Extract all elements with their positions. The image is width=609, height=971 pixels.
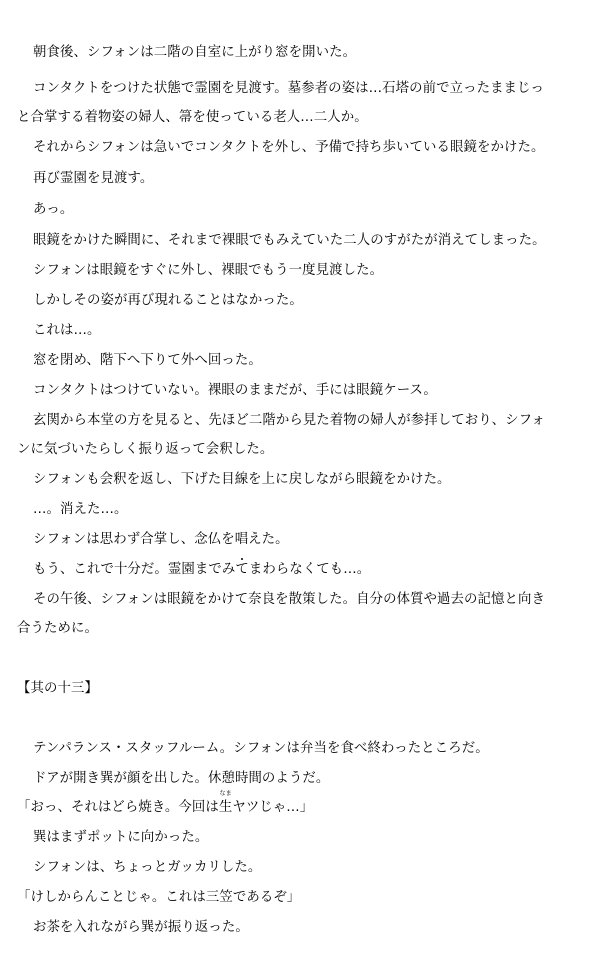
paragraph-line: 再び霊園を見渡す。 [33, 171, 154, 186]
paragraph-line: ンに気づいたらしく振り返って会釈した。 [17, 442, 274, 457]
paragraph-line: 巽はまずポットに向かった。 [33, 830, 209, 845]
paragraph-line: シフォンも会釈を返し、下げた目線を上に戻しながら眼鏡をかけた。 [33, 472, 451, 487]
paragraph-line: しかしその姿が再び現れることはなかった。 [33, 293, 303, 308]
paragraph-line: その午後、シフォンは眼鏡をかけて奈良を散策した。自分の体質や過去の記憶と向き [33, 592, 545, 607]
paragraph-line: それからシフォンは急いでコンタクトを外し、予備で持ち歩いている眼鏡をかけた。 [33, 140, 545, 155]
paragraph-line: …。消えた…。 [33, 502, 128, 517]
emphasis-dot-character: て [235, 562, 249, 577]
paragraph-line: 合うために。 [17, 621, 98, 636]
ruby-reading: なま [219, 790, 232, 797]
paragraph-line: テンパランス・スタッフルーム。シフォンは弁当を食べ終わったところだ。 [33, 741, 489, 756]
paragraph-line: シフォンは眼鏡をすぐに外し、裸眼でもう一度見渡した。 [33, 263, 384, 278]
paragraph-line: と合掌する着物姿の婦人、箒を使っている老人…二人か。 [17, 110, 368, 125]
section-heading: 【其の十三】 [17, 681, 98, 696]
paragraph-line: シフォンは、ちょっとガッカリした。 [33, 860, 262, 875]
paragraph-line: ドアが開き巽が顔を出した。休憩時間のようだ。 [33, 771, 330, 786]
emphasis-paragraph-line [33, 561, 602, 579]
emphasis-text-before: もう、これで十分だ。霊園までみ [33, 562, 236, 577]
dialogue-text-before: 「おっ、それはどら焼き。今回は [17, 800, 219, 815]
paragraph-line: 玄関から本堂の方を見ると、先ほど二階から見た着物の婦人が参拝しており、シフォ [33, 413, 545, 428]
ruby-base: 生 [218, 800, 233, 815]
paragraph-line: これは…。 [33, 323, 101, 338]
emphasis-text-after: まわらなくても…。 [248, 562, 371, 577]
paragraph-line: 朝食後、シフォンは二階の自室に上がり窓を開いた。 [33, 45, 357, 60]
paragraph-line: 窓を閉め、階下へ下りて外へ回った。 [33, 353, 262, 368]
paragraph-line: コンタクトをつけた状態で霊園を見渡す。墓参者の姿は…石塔の前で立ったままじっ [33, 81, 545, 96]
paragraph-line: 眼鏡をかけた瞬間に、それまで裸眼でもみえていた二人のすがたが消えてしまった。 [33, 233, 546, 248]
dialogue-line [17, 790, 602, 817]
paragraph-line: お茶を入れながら巽が振り返った。 [33, 920, 249, 935]
ruby-annotated-kanji [218, 790, 233, 817]
paragraph-line: コンタクトはつけていない。裸眼のままだが、手には眼鏡ケース。 [33, 383, 437, 398]
dialogue-text-after: ヤツじゃ…」 [232, 800, 314, 815]
paragraph-line: シフォンは思わず合掌し、念仏を唱えた。 [33, 532, 289, 547]
dialogue-line: 「けしからんことじゃ。これは三笠であるぞ」 [17, 890, 301, 905]
paragraph-line: あっ。 [33, 202, 74, 217]
